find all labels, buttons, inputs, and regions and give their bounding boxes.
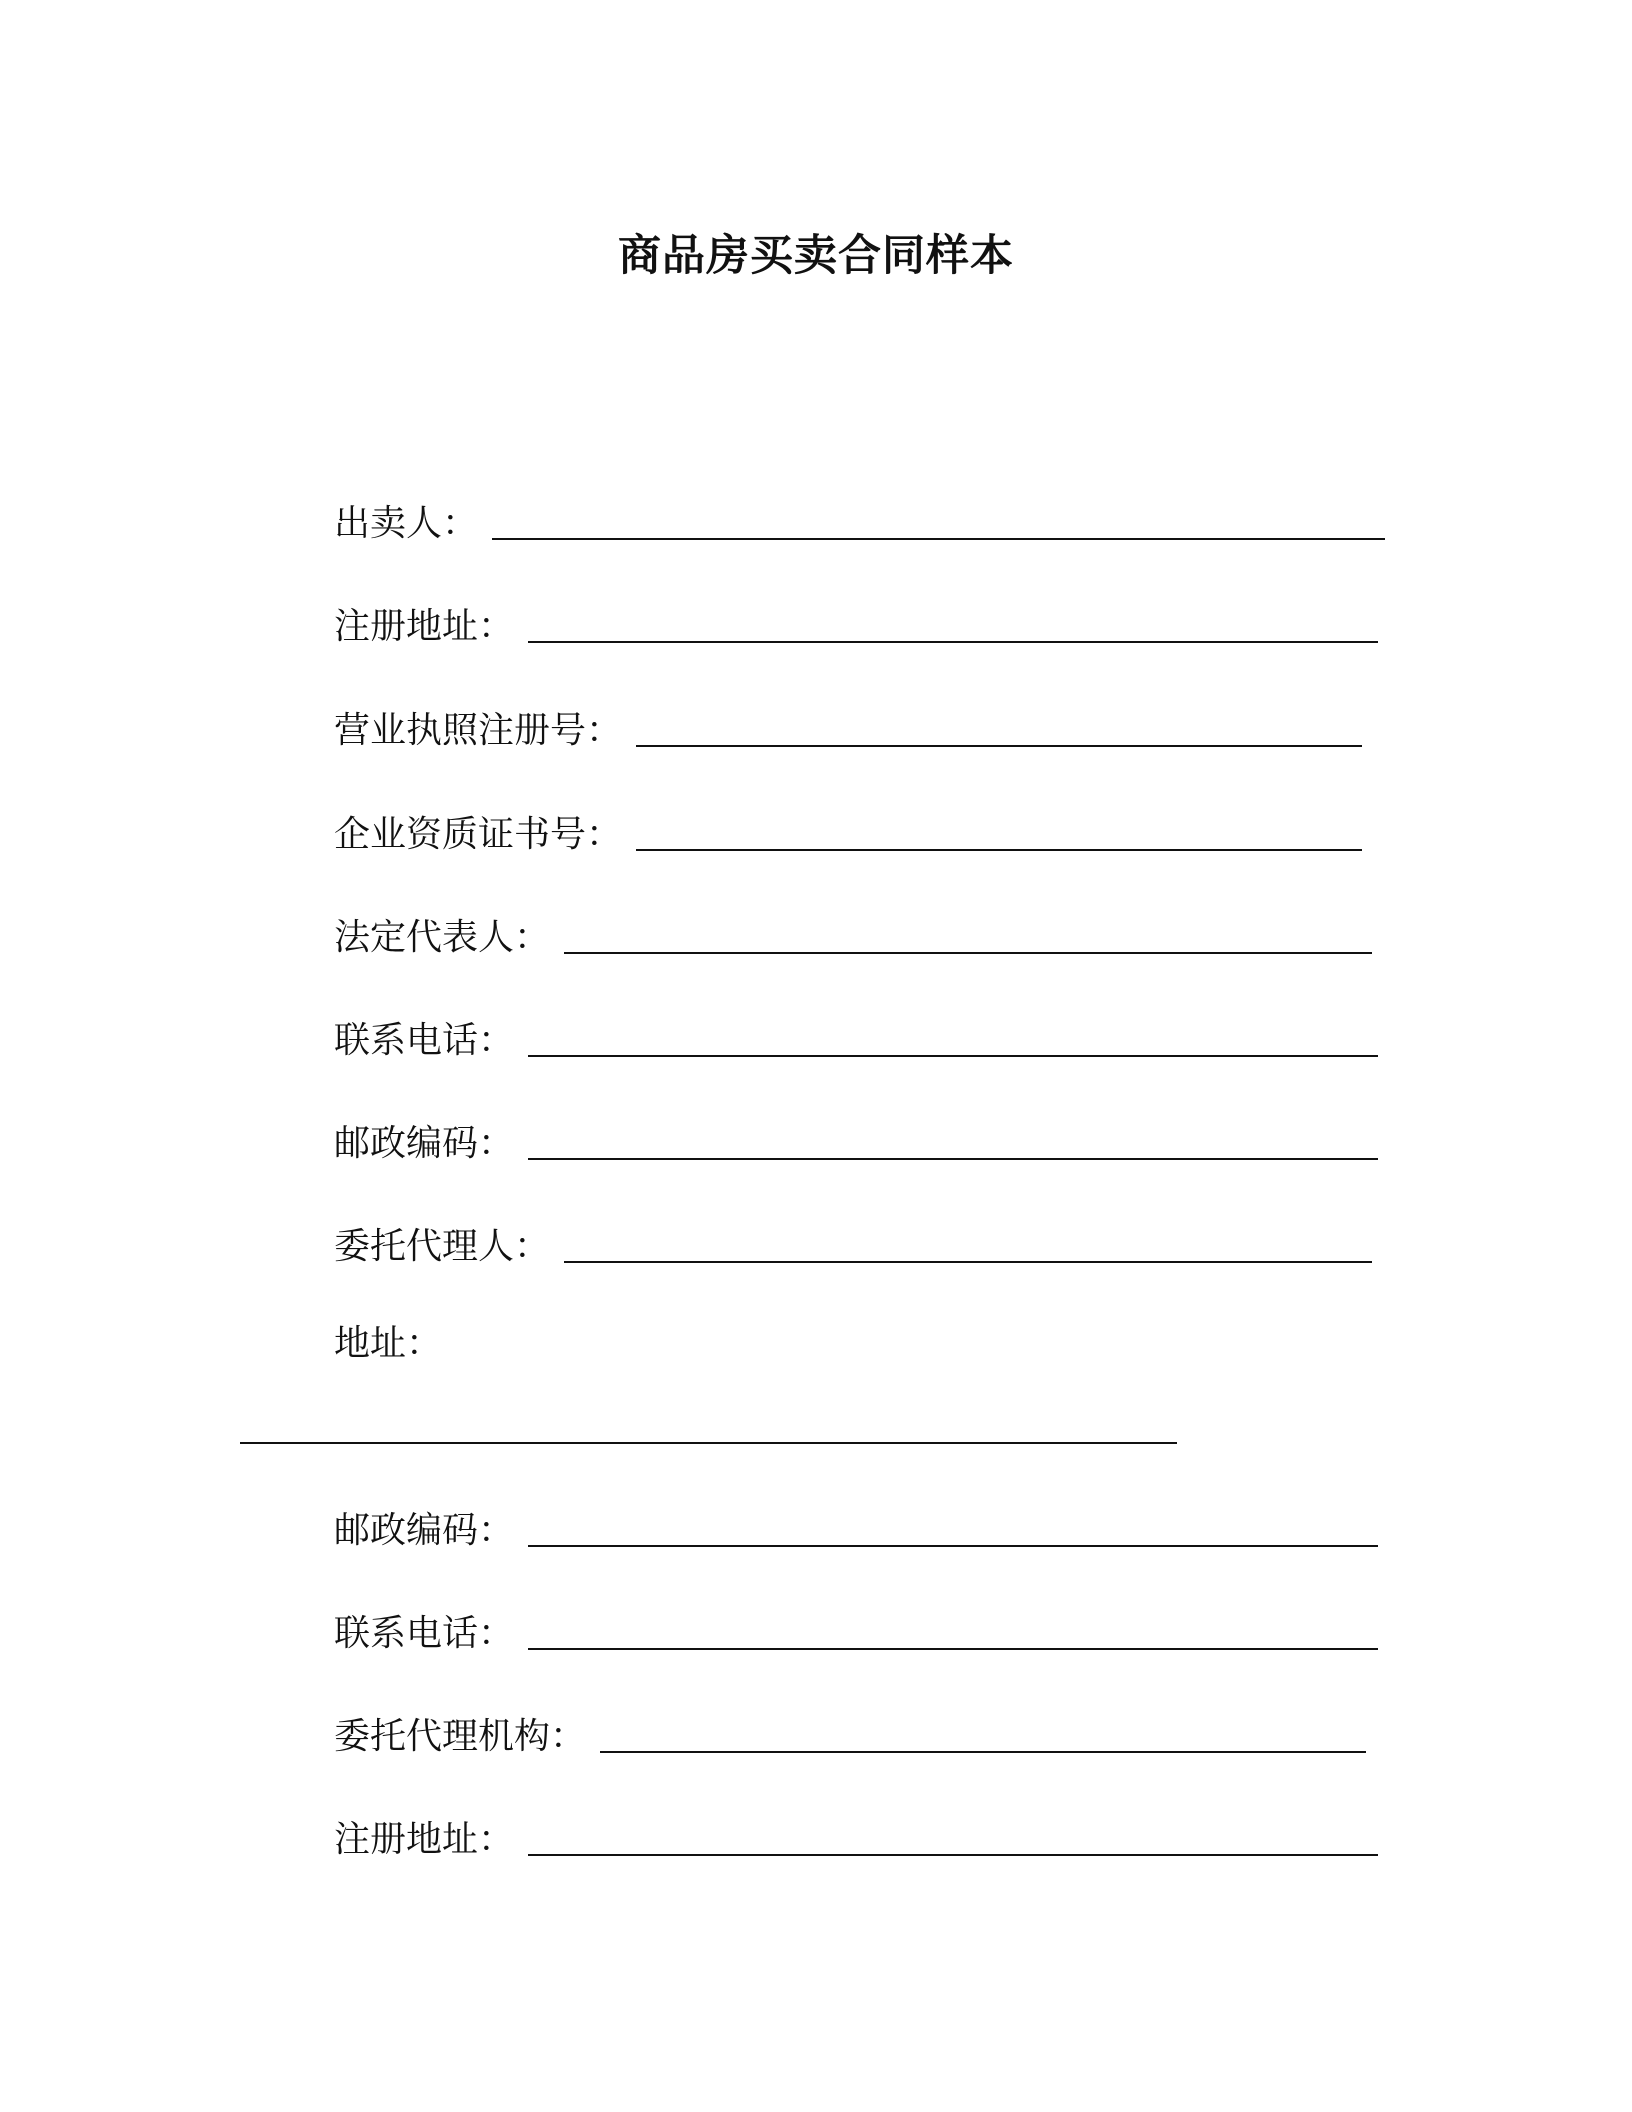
- field-label: 企业资质证书号: [334, 814, 587, 855]
- field-label: 注册地址: [334, 606, 479, 647]
- field-colon: ：: [442, 503, 479, 544]
- field-colon: ：: [550, 1716, 587, 1757]
- fill-in-blank[interactable]: [240, 1441, 1177, 1444]
- document-title: 商品房买卖合同样本: [618, 231, 1014, 281]
- field-label: 地址: [334, 1323, 407, 1364]
- field-colon: ：: [406, 1323, 443, 1364]
- fill-in-blank[interactable]: [564, 1260, 1372, 1263]
- field-colon: ：: [514, 1226, 551, 1267]
- fill-in-blank[interactable]: [528, 1054, 1378, 1057]
- field-label: 联系电话: [334, 1613, 479, 1654]
- field-agency: [334, 1713, 1366, 1761]
- fill-in-blank[interactable]: [636, 848, 1362, 851]
- field-colon: ：: [586, 710, 623, 751]
- fill-in-blank[interactable]: [528, 1544, 1378, 1547]
- field-label: 法定代表人: [334, 917, 515, 958]
- field-colon: ：: [478, 606, 515, 647]
- field-label: 注册地址: [334, 1819, 479, 1860]
- field-contact-phone: [334, 1017, 1378, 1065]
- fill-in-blank[interactable]: [528, 1647, 1378, 1650]
- fill-in-blank[interactable]: [636, 744, 1362, 747]
- field-colon: ：: [478, 1613, 515, 1654]
- field-colon: ：: [478, 1510, 515, 1551]
- field-seller: [334, 500, 1385, 548]
- field-authorized-agent: [334, 1223, 1372, 1271]
- field-registered-address: [334, 603, 1378, 651]
- field-label: 联系电话: [334, 1020, 479, 1061]
- field-business-license-no: [334, 707, 1362, 755]
- field-label: 委托代理机构: [334, 1716, 551, 1757]
- field-qualification-cert-no: [334, 811, 1362, 859]
- field-address: [334, 1320, 456, 1368]
- fill-in-blank[interactable]: [528, 640, 1378, 643]
- field-legal-representative: [334, 914, 1372, 962]
- field-colon: ：: [478, 1123, 515, 1164]
- field-label: 委托代理人: [334, 1226, 515, 1267]
- fill-in-blank[interactable]: [564, 951, 1372, 954]
- field-label: 邮政编码: [334, 1123, 479, 1164]
- field-label: 出卖人: [334, 503, 443, 544]
- field-colon: ：: [514, 917, 551, 958]
- fill-in-blank[interactable]: [600, 1750, 1366, 1753]
- field-colon: ：: [478, 1819, 515, 1860]
- fill-in-blank[interactable]: [528, 1853, 1378, 1856]
- field-postal-code: [334, 1120, 1378, 1168]
- field-postal-code-2: [334, 1507, 1378, 1555]
- fill-in-blank[interactable]: [528, 1157, 1378, 1160]
- field-label: 营业执照注册号: [334, 710, 587, 751]
- field-colon: ：: [478, 1020, 515, 1061]
- field-colon: ：: [586, 814, 623, 855]
- field-registered-address-2: [334, 1816, 1378, 1864]
- field-label: 邮政编码: [334, 1510, 479, 1551]
- fill-in-blank[interactable]: [492, 537, 1385, 540]
- field-contact-phone-2: [334, 1610, 1378, 1658]
